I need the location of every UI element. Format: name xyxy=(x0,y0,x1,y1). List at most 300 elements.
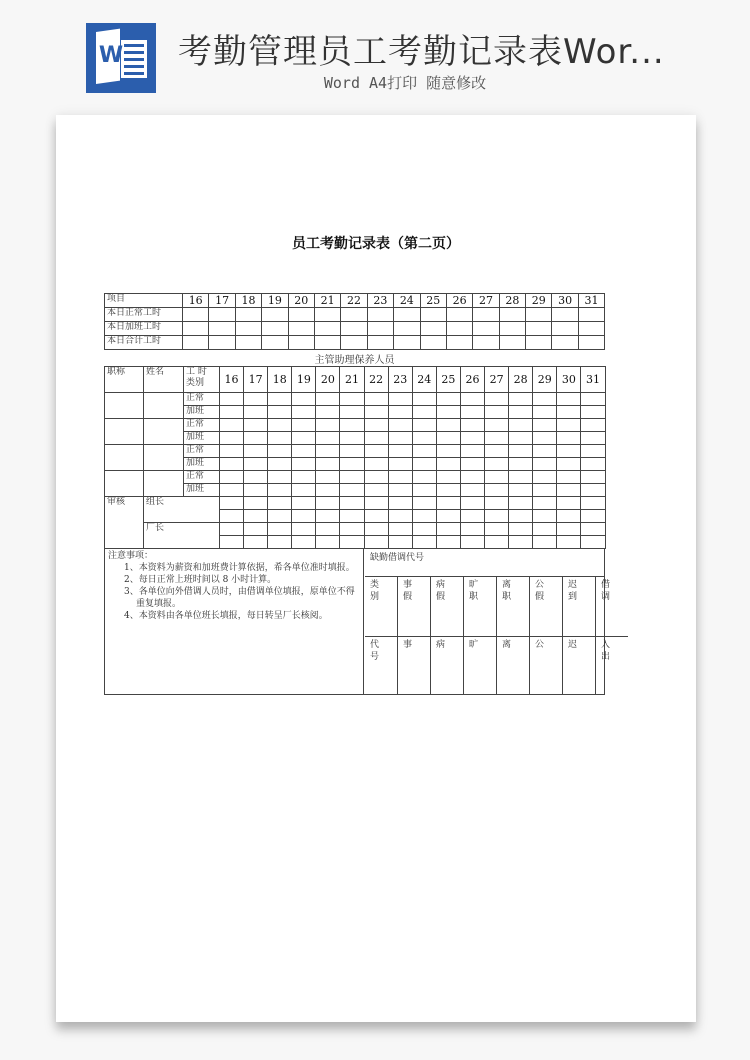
day-cell[interactable] xyxy=(183,322,209,336)
day-header: 28 xyxy=(499,294,525,308)
day-cell[interactable] xyxy=(388,536,412,549)
day-cell[interactable] xyxy=(412,445,436,458)
name-cell[interactable] xyxy=(144,445,184,471)
day-cell[interactable] xyxy=(509,536,533,549)
day-cell[interactable] xyxy=(509,484,533,497)
day-cell[interactable] xyxy=(244,523,268,536)
day-cell[interactable] xyxy=(436,432,460,445)
day-cell[interactable] xyxy=(364,432,388,445)
day-cell[interactable] xyxy=(364,536,388,549)
day-cell[interactable] xyxy=(509,393,533,406)
day-cell[interactable] xyxy=(292,510,316,523)
day-cell[interactable] xyxy=(220,406,244,419)
day-cell[interactable] xyxy=(485,523,509,536)
day-cell[interactable] xyxy=(244,510,268,523)
day-header: 22 xyxy=(364,367,388,393)
day-cell[interactable] xyxy=(436,523,460,536)
day-cell[interactable] xyxy=(388,484,412,497)
day-cell[interactable] xyxy=(446,308,472,322)
day-cell[interactable] xyxy=(340,536,364,549)
day-header: 24 xyxy=(394,294,420,308)
hour-type-label: 加班 xyxy=(184,432,220,445)
day-cell[interactable] xyxy=(220,484,244,497)
summary-row-normal xyxy=(105,308,605,322)
absence-codes-table xyxy=(365,577,628,695)
day-cell[interactable] xyxy=(557,393,581,406)
day-cell[interactable] xyxy=(340,523,364,536)
day-cell[interactable] xyxy=(499,308,525,322)
day-cell[interactable] xyxy=(420,322,446,336)
day-cell[interactable] xyxy=(316,471,340,484)
day-cell[interactable] xyxy=(364,419,388,432)
staff-row xyxy=(105,471,606,484)
day-cell[interactable] xyxy=(268,497,292,510)
day-header: 23 xyxy=(388,367,412,393)
day-header: 16 xyxy=(183,294,209,308)
day-cell[interactable] xyxy=(268,393,292,406)
day-cell[interactable] xyxy=(244,393,268,406)
day-cell[interactable] xyxy=(412,484,436,497)
day-cell[interactable] xyxy=(460,536,484,549)
day-cell[interactable] xyxy=(288,308,314,322)
day-cell[interactable] xyxy=(268,458,292,471)
day-cell[interactable] xyxy=(533,497,557,510)
day-cell[interactable] xyxy=(509,523,533,536)
day-cell[interactable] xyxy=(209,322,235,336)
day-cell[interactable] xyxy=(581,393,605,406)
day-cell[interactable] xyxy=(557,419,581,432)
day-cell[interactable] xyxy=(436,536,460,549)
day-cell[interactable] xyxy=(436,471,460,484)
codes-category-row xyxy=(365,577,628,637)
day-cell[interactable] xyxy=(436,406,460,419)
day-cell[interactable] xyxy=(244,419,268,432)
day-cell[interactable] xyxy=(436,458,460,471)
day-cell[interactable] xyxy=(292,497,316,510)
day-cell[interactable] xyxy=(509,458,533,471)
day-cell[interactable] xyxy=(420,336,446,350)
day-cell[interactable] xyxy=(394,336,420,350)
day-cell[interactable] xyxy=(473,322,499,336)
day-cell[interactable] xyxy=(557,497,581,510)
title-cell[interactable] xyxy=(105,393,144,419)
day-cell[interactable] xyxy=(340,510,364,523)
review-label: 审核 xyxy=(105,497,144,549)
day-cell[interactable] xyxy=(340,432,364,445)
day-cell[interactable] xyxy=(533,471,557,484)
day-header: 18 xyxy=(268,367,292,393)
day-cell[interactable] xyxy=(388,497,412,510)
day-cell[interactable] xyxy=(244,445,268,458)
day-cell[interactable] xyxy=(485,393,509,406)
day-cell[interactable] xyxy=(460,510,484,523)
code-cell: 事 xyxy=(398,637,431,696)
notes-and-codes xyxy=(104,548,611,695)
day-cell[interactable] xyxy=(316,432,340,445)
day-cell[interactable] xyxy=(557,432,581,445)
day-cell[interactable] xyxy=(292,536,316,549)
code-cell: 公 xyxy=(530,637,563,696)
name-cell[interactable] xyxy=(144,419,184,445)
day-cell[interactable] xyxy=(473,336,499,350)
day-cell[interactable] xyxy=(460,419,484,432)
day-cell[interactable] xyxy=(220,445,244,458)
day-cell[interactable] xyxy=(364,458,388,471)
day-header: 29 xyxy=(526,294,552,308)
day-cell[interactable] xyxy=(183,336,209,350)
day-cell[interactable] xyxy=(316,393,340,406)
day-cell[interactable] xyxy=(220,393,244,406)
title-cell[interactable] xyxy=(105,445,144,471)
day-cell[interactable] xyxy=(316,523,340,536)
day-cell[interactable] xyxy=(581,458,605,471)
day-cell[interactable] xyxy=(364,523,388,536)
day-cell[interactable] xyxy=(485,471,509,484)
day-header: 20 xyxy=(316,367,340,393)
day-cell[interactable] xyxy=(244,406,268,419)
day-cell[interactable] xyxy=(292,406,316,419)
day-cell[interactable] xyxy=(412,471,436,484)
day-cell[interactable] xyxy=(367,308,393,322)
code-category-cell: 类 别 xyxy=(365,577,398,637)
day-header: 24 xyxy=(412,367,436,393)
day-cell[interactable] xyxy=(533,432,557,445)
day-cell[interactable] xyxy=(552,308,578,322)
day-cell[interactable] xyxy=(412,458,436,471)
day-cell[interactable] xyxy=(460,523,484,536)
day-cell[interactable] xyxy=(485,484,509,497)
day-cell[interactable] xyxy=(460,406,484,419)
day-cell[interactable] xyxy=(235,308,261,322)
day-cell[interactable] xyxy=(316,484,340,497)
day-cell[interactable] xyxy=(436,419,460,432)
day-cell[interactable] xyxy=(268,536,292,549)
code-category-cell: 迟 到 xyxy=(563,577,596,637)
day-cell[interactable] xyxy=(244,536,268,549)
day-cell[interactable] xyxy=(412,432,436,445)
title-cell[interactable] xyxy=(105,471,144,497)
day-cell[interactable] xyxy=(341,322,367,336)
day-cell[interactable] xyxy=(288,336,314,350)
day-cell[interactable] xyxy=(341,336,367,350)
day-cell[interactable] xyxy=(485,510,509,523)
day-cell[interactable] xyxy=(244,458,268,471)
row-label: 本日正常工时 xyxy=(105,308,183,322)
day-cell[interactable] xyxy=(499,336,525,350)
day-cell[interactable] xyxy=(268,484,292,497)
day-cell[interactable] xyxy=(388,393,412,406)
day-cell[interactable] xyxy=(183,308,209,322)
day-cell[interactable] xyxy=(394,308,420,322)
day-cell[interactable] xyxy=(340,393,364,406)
day-cell[interactable] xyxy=(220,523,244,536)
day-cell[interactable] xyxy=(526,322,552,336)
day-cell[interactable] xyxy=(235,322,261,336)
day-cell[interactable] xyxy=(292,471,316,484)
day-cell[interactable] xyxy=(485,497,509,510)
day-cell[interactable] xyxy=(460,445,484,458)
day-cell[interactable] xyxy=(314,336,340,350)
day-cell[interactable] xyxy=(314,308,340,322)
day-cell[interactable] xyxy=(292,445,316,458)
day-cell[interactable] xyxy=(268,445,292,458)
day-cell[interactable] xyxy=(388,445,412,458)
day-cell[interactable] xyxy=(364,406,388,419)
day-header: 16 xyxy=(220,367,244,393)
day-cell[interactable] xyxy=(268,432,292,445)
day-cell[interactable] xyxy=(581,445,605,458)
day-cell[interactable] xyxy=(412,393,436,406)
day-cell[interactable] xyxy=(292,523,316,536)
day-cell[interactable] xyxy=(220,419,244,432)
day-cell[interactable] xyxy=(292,484,316,497)
day-header: 19 xyxy=(262,294,288,308)
day-cell[interactable] xyxy=(388,458,412,471)
day-cell[interactable] xyxy=(388,432,412,445)
day-cell[interactable] xyxy=(557,406,581,419)
code-category-cell: 离 职 xyxy=(497,577,530,637)
day-cell[interactable] xyxy=(552,336,578,350)
day-cell[interactable] xyxy=(499,322,525,336)
day-cell[interactable] xyxy=(436,510,460,523)
page-subtitle: Word A4打印 随意修改 xyxy=(323,74,487,92)
day-cell[interactable] xyxy=(581,536,605,549)
day-cell[interactable] xyxy=(420,308,446,322)
day-cell[interactable] xyxy=(340,484,364,497)
day-cell[interactable] xyxy=(460,458,484,471)
day-cell[interactable] xyxy=(485,458,509,471)
day-cell[interactable] xyxy=(316,458,340,471)
day-cell[interactable] xyxy=(533,445,557,458)
day-cell[interactable] xyxy=(485,406,509,419)
day-cell[interactable] xyxy=(473,308,499,322)
day-cell[interactable] xyxy=(446,322,472,336)
day-cell[interactable] xyxy=(412,406,436,419)
day-cell[interactable] xyxy=(316,510,340,523)
day-cell[interactable] xyxy=(367,322,393,336)
day-cell[interactable] xyxy=(314,322,340,336)
codes-code-row xyxy=(365,637,628,696)
name-cell[interactable] xyxy=(144,471,184,497)
code-category-cell: 公 假 xyxy=(530,577,563,637)
code-cell: 迟 xyxy=(563,637,596,696)
day-cell[interactable] xyxy=(581,432,605,445)
day-header: 21 xyxy=(340,367,364,393)
day-cell[interactable] xyxy=(209,308,235,322)
day-cell[interactable] xyxy=(235,336,261,350)
day-cell[interactable] xyxy=(364,471,388,484)
day-cell[interactable] xyxy=(388,523,412,536)
day-cell[interactable] xyxy=(485,536,509,549)
day-header: 22 xyxy=(341,294,367,308)
day-cell[interactable] xyxy=(557,458,581,471)
day-cell[interactable] xyxy=(436,445,460,458)
day-cell[interactable] xyxy=(552,322,578,336)
day-cell[interactable] xyxy=(292,419,316,432)
day-cell[interactable] xyxy=(578,336,604,350)
day-cell[interactable] xyxy=(533,458,557,471)
code-cell: 病 xyxy=(431,637,464,696)
day-cell[interactable] xyxy=(460,432,484,445)
day-cell[interactable] xyxy=(220,510,244,523)
day-cell[interactable] xyxy=(578,308,604,322)
day-header: 25 xyxy=(420,294,446,308)
day-header: 20 xyxy=(288,294,314,308)
day-cell[interactable] xyxy=(533,419,557,432)
day-cell[interactable] xyxy=(367,336,393,350)
day-cell[interactable] xyxy=(340,445,364,458)
summary-header-row xyxy=(105,294,605,308)
day-header: 27 xyxy=(485,367,509,393)
code-cell: 代 号 xyxy=(365,637,398,696)
code-cell: 入 出 xyxy=(596,637,629,696)
summary-header-label: 项目 xyxy=(105,294,183,308)
day-cell[interactable] xyxy=(581,497,605,510)
day-cell[interactable] xyxy=(316,445,340,458)
day-header: 30 xyxy=(557,367,581,393)
day-cell[interactable] xyxy=(412,523,436,536)
day-cell[interactable] xyxy=(581,510,605,523)
day-cell[interactable] xyxy=(557,484,581,497)
day-cell[interactable] xyxy=(526,336,552,350)
day-cell[interactable] xyxy=(388,406,412,419)
day-cell[interactable] xyxy=(460,484,484,497)
code-cell: 旷 xyxy=(464,637,497,696)
hour-type-label: 加班 xyxy=(184,458,220,471)
header xyxy=(0,0,750,110)
day-cell[interactable] xyxy=(509,432,533,445)
day-cell[interactable] xyxy=(509,497,533,510)
document-title: 员工考勤记录表（第二页） xyxy=(292,236,460,252)
day-cell[interactable] xyxy=(220,536,244,549)
day-cell[interactable] xyxy=(509,510,533,523)
day-cell[interactable] xyxy=(533,393,557,406)
day-cell[interactable] xyxy=(288,322,314,336)
hour-type-label: 加班 xyxy=(184,406,220,419)
day-cell[interactable] xyxy=(292,432,316,445)
day-cell[interactable] xyxy=(533,523,557,536)
day-cell[interactable] xyxy=(436,497,460,510)
day-cell[interactable] xyxy=(526,308,552,322)
day-cell[interactable] xyxy=(581,484,605,497)
day-cell[interactable] xyxy=(446,336,472,350)
day-cell[interactable] xyxy=(388,510,412,523)
day-cell[interactable] xyxy=(388,471,412,484)
day-cell[interactable] xyxy=(485,432,509,445)
day-cell[interactable] xyxy=(533,510,557,523)
day-cell[interactable] xyxy=(412,497,436,510)
day-cell[interactable] xyxy=(268,471,292,484)
day-cell[interactable] xyxy=(209,336,235,350)
staff-row xyxy=(105,393,606,406)
staff-row xyxy=(105,419,606,432)
day-cell[interactable] xyxy=(244,497,268,510)
day-cell[interactable] xyxy=(340,419,364,432)
day-cell[interactable] xyxy=(533,536,557,549)
day-cell[interactable] xyxy=(244,484,268,497)
day-cell[interactable] xyxy=(220,458,244,471)
day-cell[interactable] xyxy=(262,322,288,336)
day-cell[interactable] xyxy=(364,393,388,406)
day-cell[interactable] xyxy=(557,445,581,458)
day-cell[interactable] xyxy=(364,510,388,523)
day-cell[interactable] xyxy=(557,523,581,536)
day-cell[interactable] xyxy=(509,406,533,419)
day-cell[interactable] xyxy=(220,497,244,510)
day-cell[interactable] xyxy=(268,406,292,419)
day-cell[interactable] xyxy=(394,322,420,336)
day-cell[interactable] xyxy=(316,419,340,432)
day-cell[interactable] xyxy=(292,458,316,471)
day-cell[interactable] xyxy=(533,484,557,497)
header-title: 职称 xyxy=(105,367,144,393)
day-cell[interactable] xyxy=(485,445,509,458)
day-header: 17 xyxy=(209,294,235,308)
day-cell[interactable] xyxy=(316,497,340,510)
day-cell[interactable] xyxy=(316,536,340,549)
day-cell[interactable] xyxy=(533,406,557,419)
summary-row-overtime xyxy=(105,322,605,336)
day-cell[interactable] xyxy=(340,471,364,484)
day-cell[interactable] xyxy=(316,406,340,419)
day-cell[interactable] xyxy=(412,510,436,523)
day-cell[interactable] xyxy=(460,393,484,406)
day-cell[interactable] xyxy=(557,536,581,549)
day-cell[interactable] xyxy=(436,484,460,497)
day-cell[interactable] xyxy=(244,471,268,484)
name-cell[interactable] xyxy=(144,393,184,419)
day-cell[interactable] xyxy=(268,523,292,536)
day-cell[interactable] xyxy=(581,523,605,536)
day-cell[interactable] xyxy=(340,458,364,471)
day-cell[interactable] xyxy=(340,497,364,510)
day-cell[interactable] xyxy=(340,406,364,419)
day-cell[interactable] xyxy=(581,419,605,432)
day-cell[interactable] xyxy=(364,484,388,497)
day-cell[interactable] xyxy=(262,336,288,350)
day-header: 26 xyxy=(446,294,472,308)
hour-type-label: 正常 xyxy=(184,393,220,406)
day-cell[interactable] xyxy=(436,393,460,406)
day-cell[interactable] xyxy=(581,471,605,484)
day-cell[interactable] xyxy=(460,497,484,510)
day-cell[interactable] xyxy=(557,471,581,484)
day-cell[interactable] xyxy=(578,322,604,336)
day-cell[interactable] xyxy=(412,536,436,549)
day-cell[interactable] xyxy=(364,497,388,510)
day-cell[interactable] xyxy=(220,471,244,484)
day-cell[interactable] xyxy=(341,308,367,322)
day-cell[interactable] xyxy=(244,432,268,445)
day-cell[interactable] xyxy=(364,445,388,458)
day-cell[interactable] xyxy=(460,471,484,484)
day-cell[interactable] xyxy=(388,419,412,432)
day-cell[interactable] xyxy=(485,419,509,432)
day-cell[interactable] xyxy=(509,471,533,484)
day-cell[interactable] xyxy=(220,432,244,445)
day-cell[interactable] xyxy=(412,419,436,432)
day-cell[interactable] xyxy=(509,419,533,432)
day-cell[interactable] xyxy=(581,406,605,419)
day-cell[interactable] xyxy=(268,419,292,432)
day-cell[interactable] xyxy=(557,510,581,523)
title-cell[interactable] xyxy=(105,419,144,445)
day-cell[interactable] xyxy=(262,308,288,322)
day-cell[interactable] xyxy=(509,445,533,458)
day-header: 30 xyxy=(552,294,578,308)
day-cell[interactable] xyxy=(268,510,292,523)
day-cell[interactable] xyxy=(292,393,316,406)
